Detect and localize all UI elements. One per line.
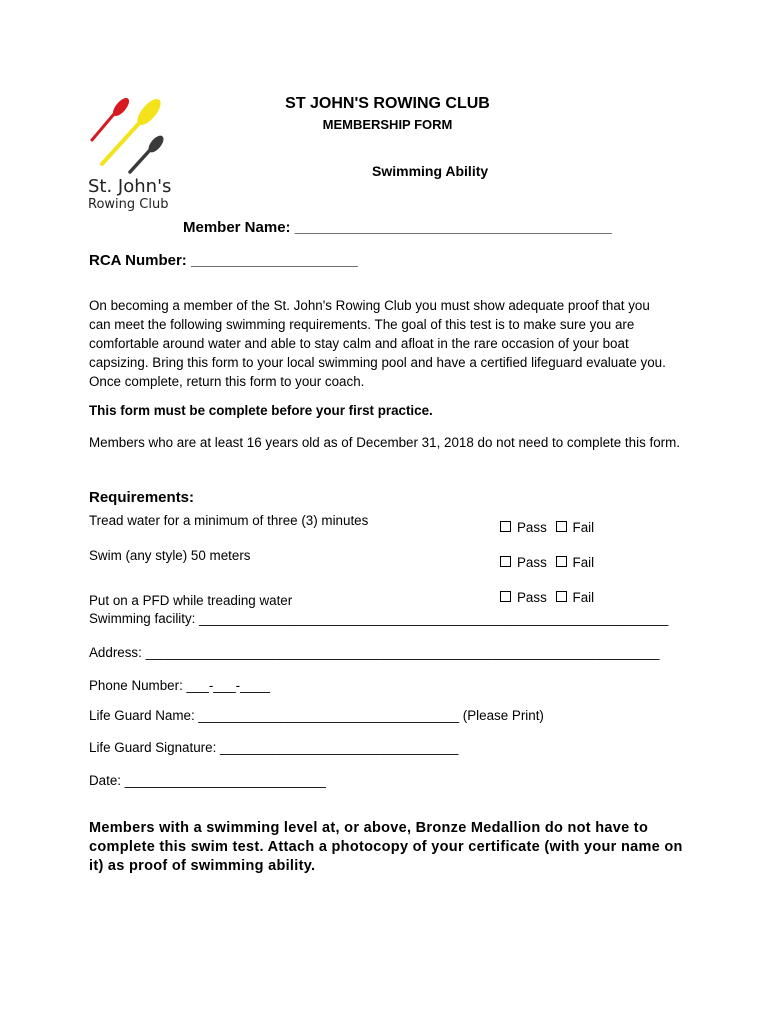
pass-fail-group [500, 555, 594, 570]
age-note: Members who are at least 16 years old as of December 31, 2018 do not need to complete this form. [89, 435, 680, 450]
pass-checkbox[interactable] [500, 591, 511, 602]
logo-line-1: St. John's [88, 176, 172, 197]
phone-number-field[interactable]: Phone Number: ___-___-____ [89, 678, 270, 693]
lifeguard-signature-field[interactable]: Life Guard Signature: ________________________________ [89, 740, 459, 755]
fail-label: Fail [572, 590, 595, 605]
logo-wordmark [88, 178, 171, 211]
lifeguard-name-field[interactable]: Life Guard Name: ___________________________________ (Please Print) [89, 708, 544, 723]
pass-label: Pass [517, 590, 547, 605]
intro-line: can meet the following swimming requirements. The goal of this test is to make sure you are [89, 317, 635, 332]
section-title: Swimming Ability [372, 163, 489, 179]
fail-label: Fail [572, 520, 595, 535]
fail-checkbox[interactable] [556, 521, 567, 532]
pass-fail-group [500, 520, 594, 535]
address-field[interactable]: Address: _____________________________________________________________________ [89, 645, 660, 660]
date-field[interactable]: Date: ___________________________ [89, 773, 326, 788]
form-title: MEMBERSHIP FORM [322, 117, 453, 132]
bronze-medallion-note [89, 819, 689, 876]
logo-line-2: Rowing Club [88, 197, 169, 212]
pass-label: Pass [517, 555, 547, 570]
note-line: complete this swim test. Attach a photocopy of your certificate (with your name on [89, 839, 683, 855]
pass-checkbox[interactable] [500, 521, 511, 532]
requirement-item: Swim (any style) 50 meters [89, 548, 251, 563]
pass-label: Pass [517, 520, 547, 535]
fail-label: Fail [572, 555, 595, 570]
dark-oar-icon [130, 133, 166, 172]
intro-line: capsizing. Bring this form to your local swimming pool and have a certified lifeguard evaluate you. [89, 355, 666, 370]
requirement-item: Put on a PFD while treading water [89, 593, 293, 608]
requirement-item: Tread water for a minimum of three (3) minutes [89, 513, 369, 528]
swimming-facility-field[interactable]: Swimming facility: _______________________________________________________________ [89, 611, 669, 626]
note-line: it) as proof of swimming ability. [89, 858, 316, 874]
rca-number-field[interactable]: RCA Number: ____________________ [89, 252, 358, 269]
intro-line: Once complete, return this form to your coach. [89, 374, 365, 389]
intro-line: On becoming a member of the St. John's Rowing Club you must show adequate proof that you [89, 298, 650, 313]
requirements-heading: Requirements: [89, 489, 195, 506]
pass-checkbox[interactable] [500, 556, 511, 567]
note-line: Members with a swimming level at, or above, Bronze Medallion do not have to [89, 820, 649, 836]
bold-notice: This form must be complete before your first practice. [89, 403, 433, 418]
member-name-field[interactable]: Member Name: ______________________________________ [183, 219, 612, 236]
fail-checkbox[interactable] [556, 556, 567, 567]
intro-paragraph [89, 296, 699, 391]
intro-line: comfortable around water and able to stay calm and afloat in the rare occasion of your boat [89, 336, 629, 351]
club-title: ST JOHN'S ROWING CLUB [285, 95, 490, 112]
pass-fail-group [500, 590, 594, 605]
fail-checkbox[interactable] [556, 591, 567, 602]
